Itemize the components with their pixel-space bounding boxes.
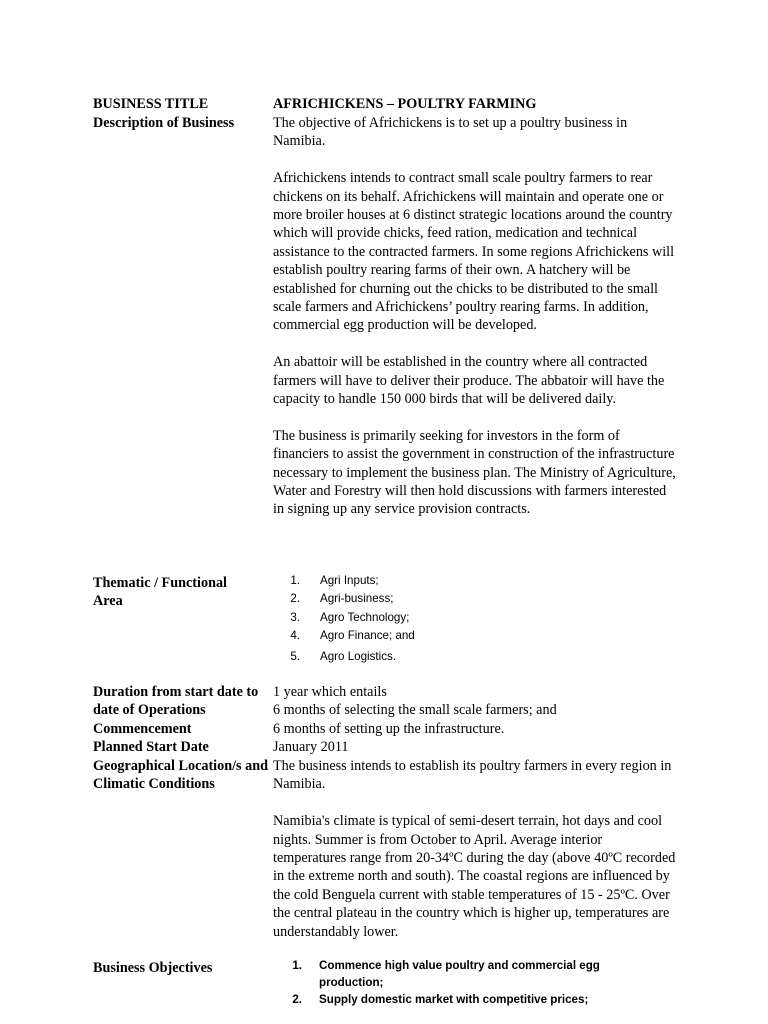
- climate-paragraph: Namibia's climate is typical of semi-desert terrain, hot days and cool nights. Summer is from October to April. Average interior temperatures range from 20-34ºC during the day (above 40ºC recorded in the extreme north and south). The coastal regions are influenced by the cold Benguela current with stable temperatures of 15 - 25ºC. Over the central plateau in the country which is higher up, temperatures are understandably lower.: [273, 813, 676, 940]
- business-title-value: AFRICHICKENS – POULTRY FARMING: [273, 96, 537, 112]
- duration-label: Duration from start date to date of Operations Commencement: [93, 684, 259, 737]
- description-paragraph: An abattoir will be established in the country where all contracted farmers will have to deliver their produce. The abbatoir will have the capacity to handle 150 000 birds that will be delivered daily.: [273, 354, 665, 408]
- business-title-label: BUSINESS TITLE: [93, 96, 209, 112]
- description-content: [273, 114, 678, 519]
- list-item: 2. Agri-business;: [290, 592, 394, 606]
- planned-start-value: January 2011: [273, 739, 349, 755]
- geography-content: [273, 757, 678, 941]
- duration-line: 6 months of selecting the small scale farmers; and: [273, 702, 557, 719]
- thematic-list: [290, 572, 656, 666]
- description-paragraph: Africhickens intends to contract small scale poultry farmers to rear chickens on its behalf. Africhickens will maintain and operate one or more broiler houses at 6 distinct strategic locations around the country which will provide chicks, feed ration, medication and technical assistance to the contracted farmers. In some regions Africhickens will establish poultry rearing farms of their own. A hatchery will be established for churning out the chicks to be distributed to the small scale farmers and Africhickens’ poultry rearing farms. In addition, commercial egg production will be developed.: [273, 170, 675, 334]
- list-item: 4. Agro Finance; and: [290, 629, 415, 643]
- list-item: 1. Agri Inputs;: [290, 574, 379, 587]
- description-paragraph: The business is primarily seeking for investors in the form of financiers to assist the government in construction of the infrastructure necessary to implement the business plan. The Ministry of Agriculture, Water and Forestry will then hold discussions with farmers interested in signing up any service provision contracts.: [273, 427, 676, 518]
- planned-start-label: Planned Start Date: [93, 739, 209, 755]
- geography-label: Geographical Location/s and Climatic Conditions: [93, 758, 268, 793]
- thematic-label: Thematic / Functional Area: [93, 575, 227, 610]
- duration-line: 6 months of setting up the infrastructure.: [273, 720, 505, 737]
- list-item: 1. Commence high value poultry and commercial egg production;: [292, 959, 600, 989]
- duration-line: 1 year which entails: [273, 684, 387, 700]
- geography-paragraph: The business intends to establish its poultry farmers in every region in Namibia.: [273, 758, 672, 793]
- list-item: 3. Agro Technology;: [290, 610, 410, 624]
- description-label: Description of Business: [93, 115, 235, 131]
- list-item: 2. Supply domestic market with competitive prices;: [292, 993, 589, 1006]
- duration-content: [273, 683, 678, 738]
- objectives-label: Business Objectives: [93, 960, 213, 976]
- list-item: 5. Agro Logistics.: [290, 649, 397, 663]
- description-paragraph: The objective of Africhickens is to set up a poultry business in Namibia.: [273, 115, 628, 150]
- objectives-list: [292, 958, 657, 1010]
